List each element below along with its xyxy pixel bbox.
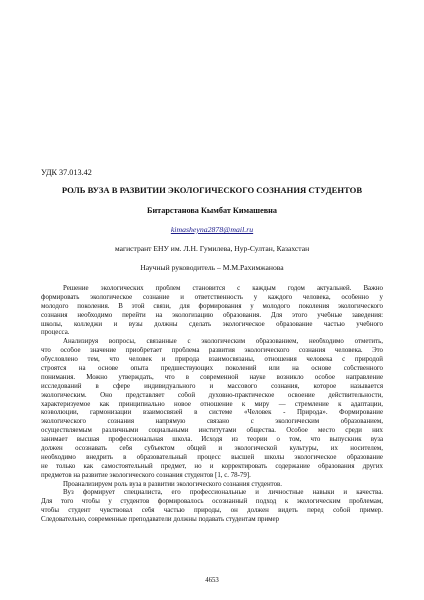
text-line: предметов на развитие экологического сознания студентов [1, с. 78-79].	[41, 471, 251, 479]
text-line: процесса.	[41, 329, 70, 337]
author-name: Битарстанова Кымбат Кимашевна	[147, 206, 277, 215]
paragraph	[41, 285, 383, 338]
author-affiliation: магистрант ЕНУ им. Л.Н. Гумилева, Нур-Султан, Казахстан	[114, 244, 310, 253]
paragraph	[41, 481, 383, 490]
text-line: строятся на основе опыта предшествующих поколений или на основе собственного	[41, 365, 383, 373]
udk-code: УДК 37.013.42	[41, 168, 92, 177]
text-line: должен осознавать себя субъектом общей и экологической культуры, их носителем,	[41, 445, 383, 453]
text-line: экологического сознания напрямую связано с экологическим образованием,	[41, 418, 383, 426]
page-number: 4653	[205, 577, 219, 584]
text-line: характеризуемое как принципиально новое отношение к миру — стремление к адаптации,	[41, 400, 383, 408]
text-line: школы, колледжи и вузы должны сделать экологическое образование частью учебного	[41, 320, 383, 328]
author-email-link[interactable]: kimasheyna2878@mail.ru	[170, 225, 254, 234]
scientific-advisor: Научный руководитель – М.М.Рахимжанова	[140, 263, 284, 272]
text-line: чтобы студент чувствовал себя частью природы, он должен видеть перед собой пример.	[41, 507, 383, 515]
text-line: Анализируя вопросы, связанные с экологическим образованием, необходимо отметить,	[63, 338, 383, 346]
text-line: коэволюции, гармонизации взаимосвязей в системе «Человек - Природа». Формирование	[41, 409, 383, 417]
paragraph	[41, 489, 383, 525]
text-line: не только как самостоятельный предмет, но и корректировать содержание образования других	[41, 462, 383, 470]
text-line: формировать экологическое сознание и ответственность у каждого человека, особенно у	[41, 293, 383, 301]
text-line: понимания. Можно утверждать, что в современной науке возникло особое направление	[41, 373, 383, 381]
article-body	[41, 285, 383, 525]
text-line: молодого поколения. В этой связи, для формирования у молодого поколения экологического	[41, 302, 383, 310]
text-line: Проанализируем роль вуза в развитии экологического сознания студентов.	[63, 480, 282, 488]
text-line: экологическим. Оно представляет собой духовно-практическое освоение действительности,	[41, 391, 383, 399]
text-line: занимает высшая профессиональная школа. Исходя из теории о том, что выпускник вуза	[41, 436, 383, 444]
text-line: сознания необходимо перейти на экологизацию образования. Для этого учебные заведения:	[41, 311, 383, 319]
text-line: исследований в сфере индивидуального и массового сознания, которое называется	[41, 382, 383, 390]
text-line: обусловлено тем, что человек и природа взаимосвязаны, отношения человека с природой	[41, 356, 383, 364]
text-line: Следовательно, современные преподаватели должны подавать студентам пример	[41, 516, 280, 524]
article-title: РОЛЬ ВУЗА В РАЗВИТИИ ЭКОЛОГИЧЕСКОГО СОЗНАНИЯ СТУДЕНТОВ	[61, 185, 363, 195]
text-line: Вуз формирует специалиста, его профессиональные и личностные навыки и качества.	[63, 489, 383, 497]
text-line: что особое значение приобретает проблема развития экологического сознания человека. Это	[41, 347, 383, 355]
text-line: Решение экологических проблем становится с каждым годом актуальней. Важно	[63, 285, 383, 292]
text-line: необходимо внедрить в образовательный процесс высшей школы экологическое образование	[41, 453, 383, 461]
text-line: Для того чтобы у студентов формировалось осознанный подход к экологическим проблемам,	[41, 498, 383, 506]
text-line: осуществляемым различными социальными институтами общества. Особое место среди них	[41, 427, 383, 435]
paragraph	[41, 338, 383, 480]
